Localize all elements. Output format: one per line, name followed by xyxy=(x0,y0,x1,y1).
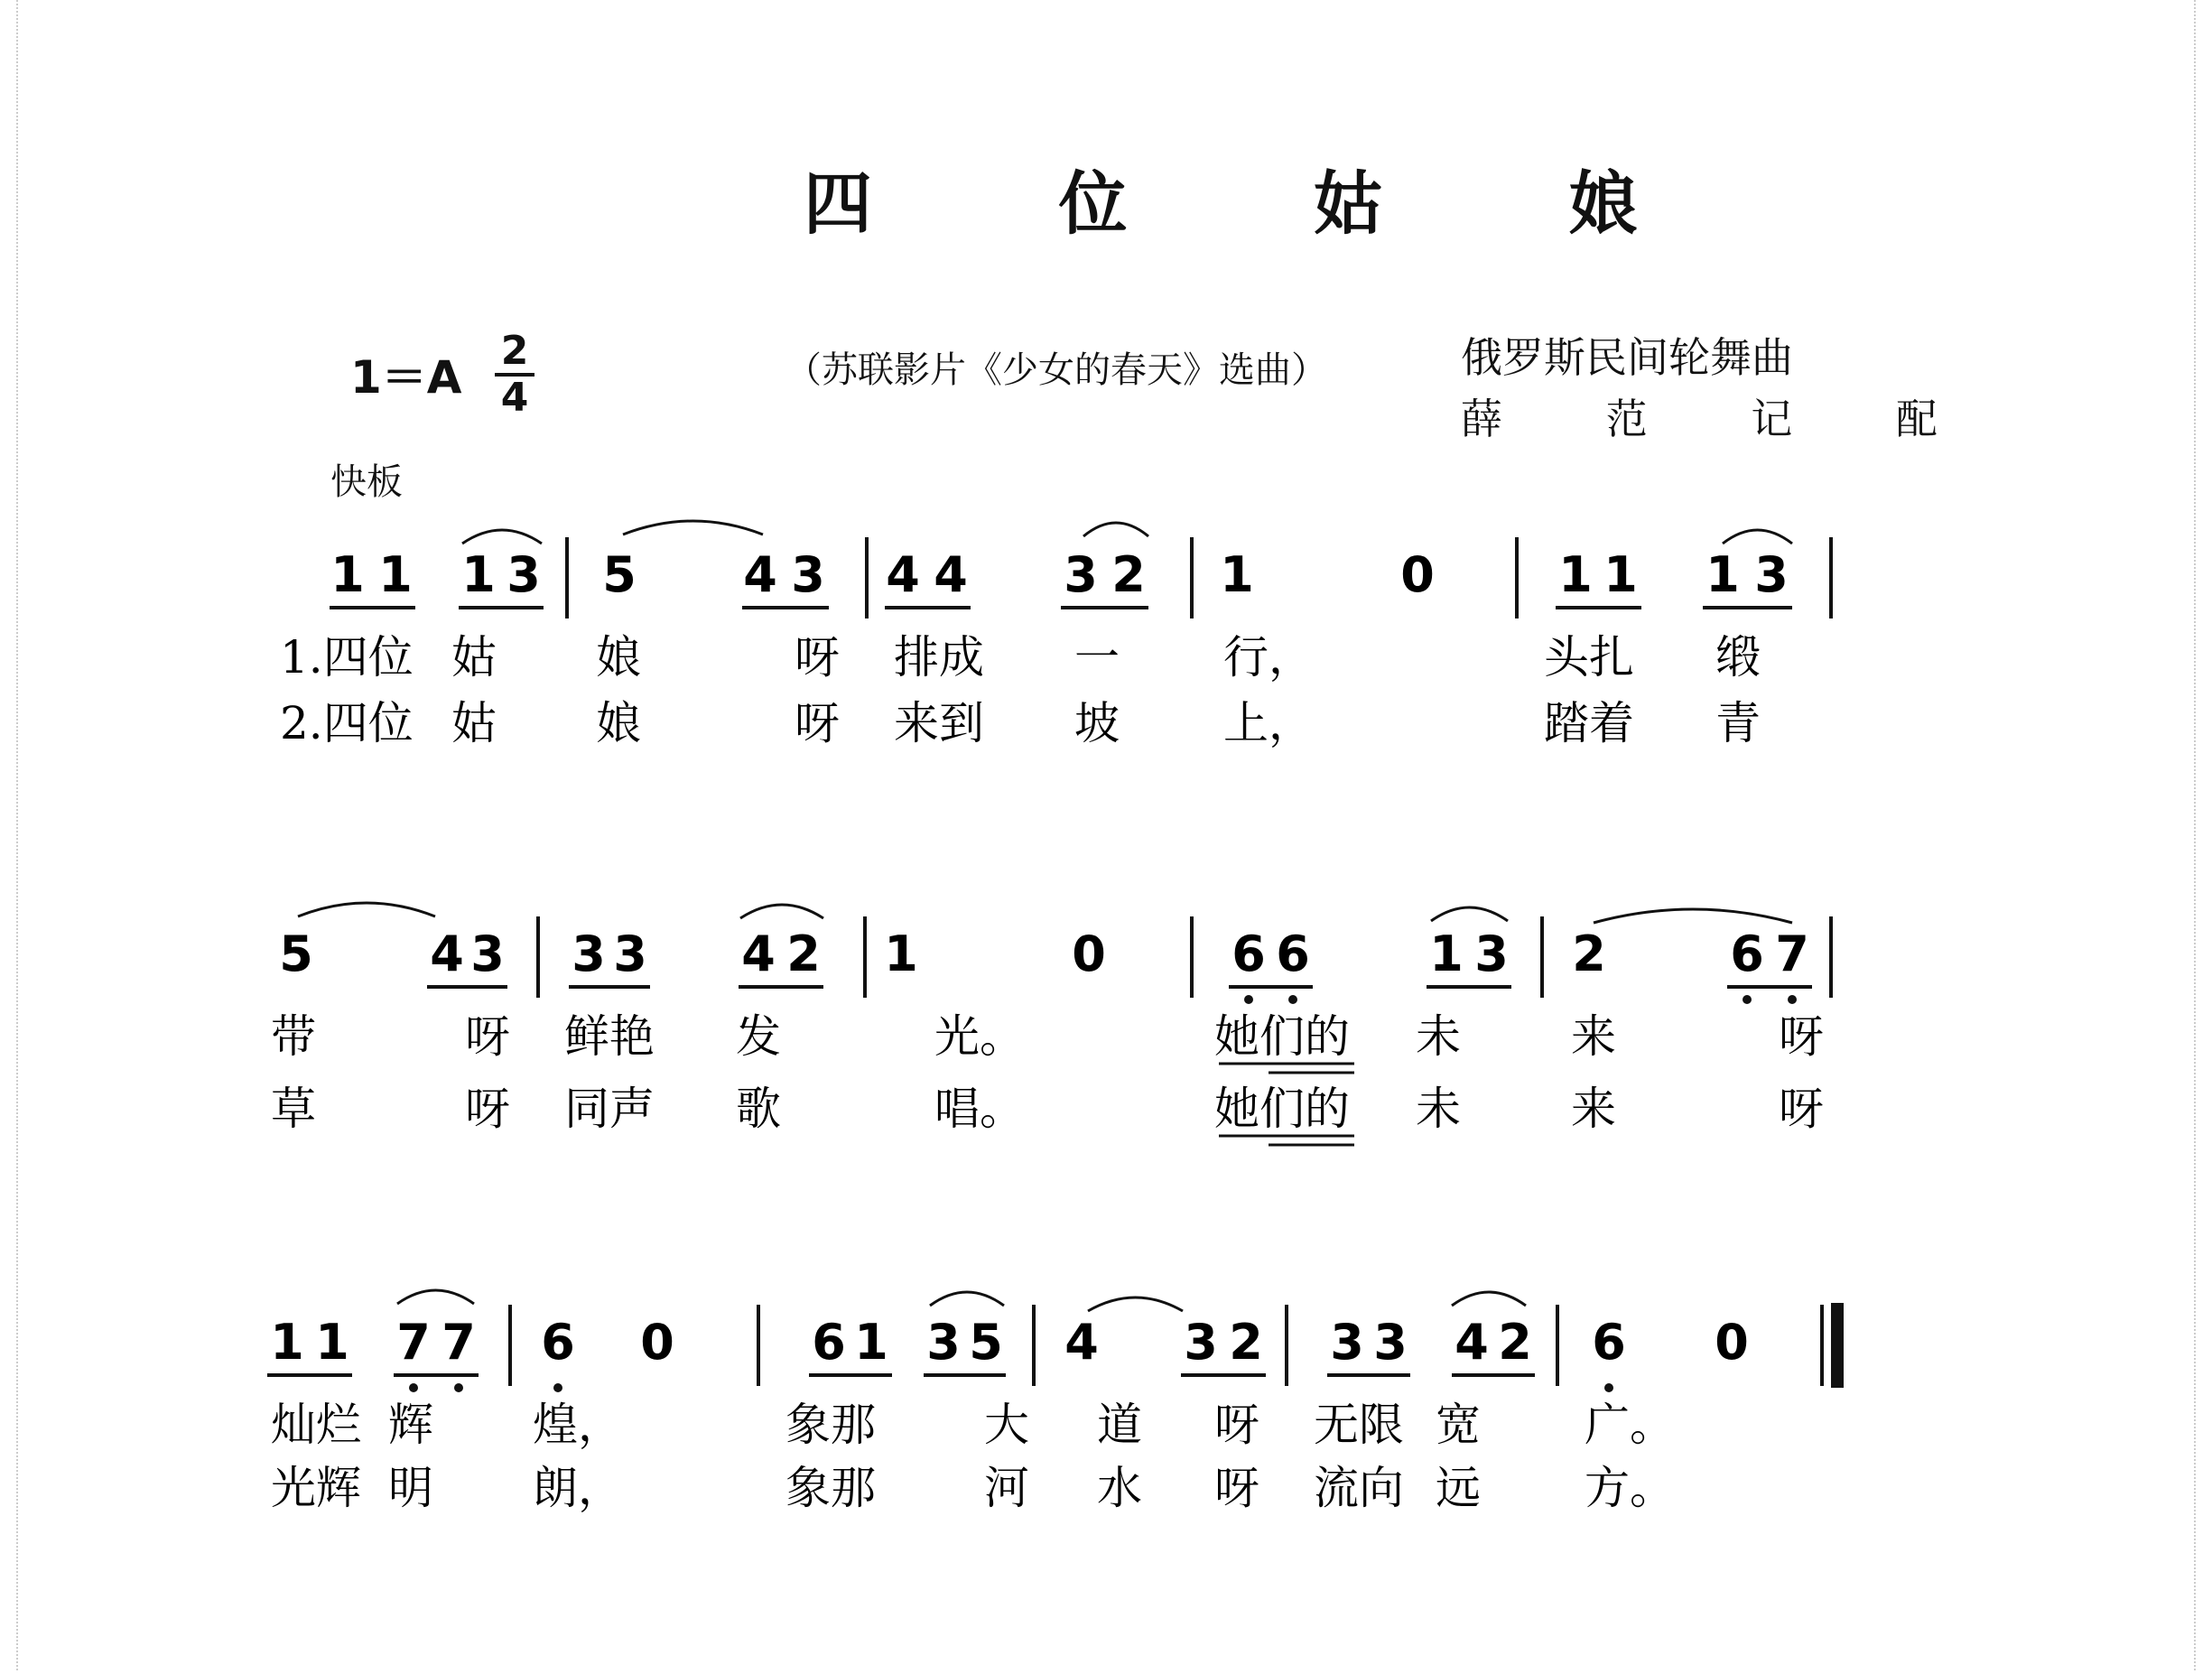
lyric-word: 呀 xyxy=(1214,1462,1259,1514)
note: 3 xyxy=(791,546,825,603)
note: 1 xyxy=(378,546,413,603)
note: 0 xyxy=(1072,925,1106,982)
tempo-marking: 快板 xyxy=(330,461,403,503)
note: 4 xyxy=(934,546,968,603)
note: 4 xyxy=(1064,1314,1099,1371)
lyric-word: 广。 xyxy=(1585,1399,1675,1451)
note: 1 xyxy=(1558,546,1593,603)
slur xyxy=(1452,1292,1526,1306)
lyric-word: 煌， xyxy=(533,1399,623,1451)
lyric-word: 远 xyxy=(1436,1462,1481,1514)
lyric-word: 呀 xyxy=(465,1010,510,1063)
lyric-word: 象那 xyxy=(785,1399,876,1451)
note: 3 xyxy=(1754,546,1789,603)
octave-dot xyxy=(1743,995,1752,1004)
note: 4 xyxy=(741,925,776,982)
lyric-word: 辉 xyxy=(388,1399,433,1451)
note: 3 xyxy=(1064,546,1098,603)
lyric-word: 1.四位 xyxy=(280,631,414,684)
lyric-word: 鲜艳 xyxy=(564,1010,655,1063)
lyric-word: 呀 xyxy=(1779,1010,1824,1063)
note: 3 xyxy=(1330,1314,1364,1371)
note: 6 xyxy=(1730,925,1764,982)
slur xyxy=(1088,1297,1183,1311)
note: 0 xyxy=(1715,1314,1749,1371)
lyric-word: 呀 xyxy=(1214,1399,1259,1451)
slur xyxy=(1431,907,1508,921)
octave-dot xyxy=(409,1383,418,1392)
note: 0 xyxy=(1400,546,1435,603)
lyric-word: 她们的 xyxy=(1214,1010,1350,1063)
note: 3 xyxy=(507,546,541,603)
note: 7 xyxy=(1775,925,1809,982)
note: 1 xyxy=(315,1314,349,1371)
lyric-word: 呀 xyxy=(795,631,840,684)
lyric-word: 带 xyxy=(271,1010,316,1063)
lyric-word: 宽 xyxy=(1436,1399,1481,1451)
octave-dot xyxy=(454,1383,463,1392)
octave-dot xyxy=(1604,1383,1613,1392)
lyric-word: 2.四位 xyxy=(280,697,414,749)
note: 2 xyxy=(1498,1314,1532,1371)
key-signature: 1＝A xyxy=(350,351,462,404)
note: 3 xyxy=(1474,925,1509,982)
lyric-word: 姑 xyxy=(451,697,497,749)
lyric-word: 道 xyxy=(1097,1399,1142,1451)
note: 3 xyxy=(1184,1314,1218,1371)
note: 1 xyxy=(1705,546,1740,603)
note: 6 xyxy=(1231,925,1266,982)
note: 6 xyxy=(1276,925,1310,982)
credit-arranger: 薛 范 记 配 xyxy=(1461,395,1983,443)
note: 4 xyxy=(430,925,464,982)
lyric-word: 来到 xyxy=(894,697,984,749)
slur xyxy=(462,530,542,544)
lyric-word: 姑 xyxy=(451,631,497,684)
note: 6 xyxy=(812,1314,846,1371)
note: 3 xyxy=(926,1314,961,1371)
lyric-word: 娘 xyxy=(596,631,641,684)
note: 7 xyxy=(441,1314,476,1371)
lyric-word: 呀 xyxy=(795,697,840,749)
lyric-word: 来 xyxy=(1571,1083,1616,1135)
note: 1 xyxy=(270,1314,304,1371)
lyric-word: 未 xyxy=(1416,1010,1461,1063)
lyric-word: 坡 xyxy=(1074,697,1120,749)
note: 0 xyxy=(640,1314,674,1371)
note: 2 xyxy=(1229,1314,1263,1371)
slur xyxy=(397,1290,474,1304)
note: 3 xyxy=(1373,1314,1408,1371)
lyric-word: 光。 xyxy=(934,1010,1025,1063)
slur xyxy=(1594,909,1792,923)
octave-dot xyxy=(1788,995,1797,1004)
lyric-word: 朗， xyxy=(533,1462,623,1514)
note: 2 xyxy=(1572,925,1606,982)
lyric-word: 缎 xyxy=(1715,631,1761,684)
lyric-word: 踏着 xyxy=(1544,697,1634,749)
lyric-word: 来 xyxy=(1571,1010,1616,1063)
lyric-word: 呀 xyxy=(465,1083,510,1135)
octave-dot xyxy=(1244,995,1253,1004)
lyric-word: 未 xyxy=(1416,1083,1461,1135)
slur xyxy=(740,905,823,918)
slur xyxy=(298,903,435,916)
lyric-word: 河 xyxy=(984,1462,1029,1514)
note: 4 xyxy=(1455,1314,1489,1371)
slur xyxy=(1723,530,1792,544)
lyric-word: 她们的 xyxy=(1214,1083,1350,1135)
subtitle: （苏联影片《少女的春天》选曲） xyxy=(785,349,1327,391)
octave-dot xyxy=(1288,995,1297,1004)
note: 1 xyxy=(461,546,496,603)
lyric-word: 水 xyxy=(1097,1462,1142,1514)
note: 1 xyxy=(330,546,365,603)
slur xyxy=(930,1292,1004,1306)
note: 2 xyxy=(786,925,821,982)
note: 3 xyxy=(613,925,647,982)
note: 5 xyxy=(602,546,637,603)
lyric-word: 明 xyxy=(388,1462,433,1514)
lyric-word: 一 xyxy=(1074,631,1120,684)
lyric-word: 上， xyxy=(1223,697,1314,749)
lyric-word: 大 xyxy=(984,1399,1029,1451)
note: 1 xyxy=(854,1314,888,1371)
lyric-word: 娘 xyxy=(596,697,641,749)
note: 3 xyxy=(470,925,505,982)
note: 1 xyxy=(1429,925,1464,982)
octave-dot xyxy=(553,1383,562,1392)
lyric-word: 同声 xyxy=(564,1083,655,1135)
time-signature-bottom: 4 xyxy=(500,375,529,421)
lyric-word: 光辉 xyxy=(271,1462,361,1514)
slur xyxy=(623,521,763,535)
lyric-word: 方。 xyxy=(1585,1462,1675,1514)
lyric-word: 象那 xyxy=(785,1462,876,1514)
note: 4 xyxy=(886,546,920,603)
note: 6 xyxy=(1592,1314,1626,1371)
lyric-word: 灿烂 xyxy=(271,1399,361,1451)
lyric-word: 呀 xyxy=(1779,1083,1824,1135)
note: 3 xyxy=(572,925,606,982)
note: 2 xyxy=(1111,546,1146,603)
lyric-word: 流向 xyxy=(1314,1462,1404,1514)
lyric-word: 无限 xyxy=(1314,1399,1404,1451)
lyric-word: 排成 xyxy=(894,631,984,684)
lyric-word: 唱。 xyxy=(934,1083,1025,1135)
credit-origin: 俄罗斯民间轮舞曲 xyxy=(1461,333,1793,382)
note: 1 xyxy=(1220,546,1254,603)
lyric-word: 歌 xyxy=(736,1083,781,1135)
time-signature-top: 2 xyxy=(495,330,534,377)
lyric-word: 青 xyxy=(1715,697,1761,749)
lyric-word: 草 xyxy=(271,1083,316,1135)
final-barline xyxy=(1831,1303,1844,1388)
note: 1 xyxy=(884,925,918,982)
lyric-word: 行， xyxy=(1223,631,1314,684)
note: 6 xyxy=(541,1314,575,1371)
note: 4 xyxy=(743,546,777,603)
song-title: 四 位 姑 娘 xyxy=(804,163,1719,244)
note: 5 xyxy=(969,1314,1003,1371)
note: 7 xyxy=(396,1314,431,1371)
note: 1 xyxy=(1603,546,1638,603)
slur xyxy=(1083,523,1148,536)
note: 5 xyxy=(279,925,313,982)
lyric-word: 发 xyxy=(736,1010,781,1063)
lyric-word: 头扎 xyxy=(1544,631,1634,684)
